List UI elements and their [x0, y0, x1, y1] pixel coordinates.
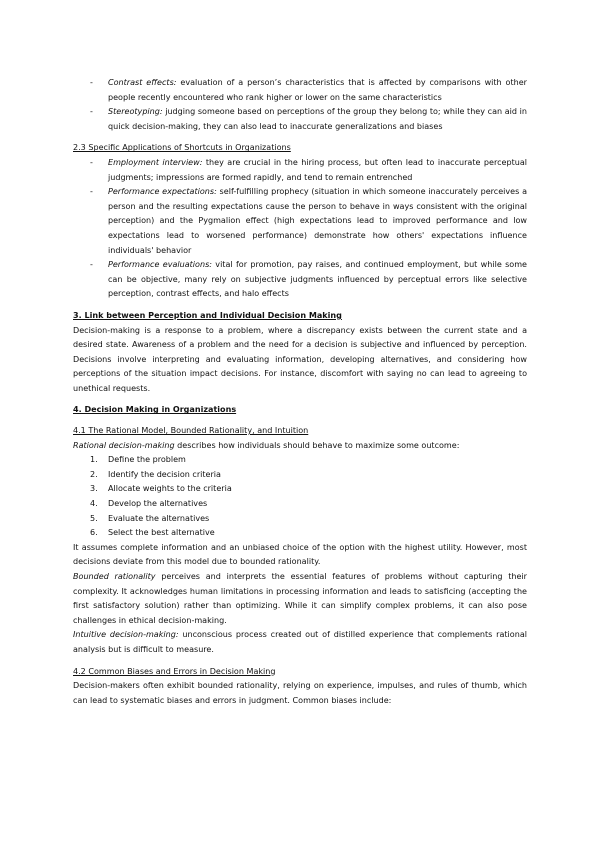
biases-intro-paragraph: Decision-makers often exhibit bounded rationality, relying on experience, impulses, and rules of thumb, which can lead to systematic biases and errors in judgment. Common biases include:	[73, 681, 527, 705]
list-item-step	[73, 468, 527, 483]
step-text: Select the best alternative	[108, 528, 215, 538]
document-page	[73, 76, 527, 708]
step-number: 3.	[90, 484, 98, 494]
term-definition: they are crucial in the hiring process, but often lead to inaccurate perceptual judgments; impressions are formed rapidly, and tend to remain entrenched	[108, 157, 528, 182]
term-definition: perceives and interprets the essential features of problems without capturing their complexity. It acknowledges human limitations in processing information and leads to satisficing (accepting the first satisfactory solution) rather than optimizing. While it can simplify complex problems, it can also pose challenges in ethical decision-making.	[73, 572, 527, 625]
intuitive-decision-paragraph	[73, 628, 527, 657]
step-text: Evaluate the alternatives	[108, 513, 210, 523]
term-label: Contrast effects:	[108, 78, 177, 87]
step-text: Identify the decision criteria	[108, 469, 221, 479]
term-definition: evaluation of a person’s characteristics that is affected by comparisons with other people recently encountered who rank higher or lower on the same characteristics	[108, 78, 527, 102]
step-number: 1.	[90, 455, 98, 465]
term-definition: vital for promotion, pay raises, and continued employment, but while some can be objective, many rely on subjective judgments influenced by perceptual errors like selective perception, contrast effects, and halo effects	[108, 260, 527, 299]
dash-bullet: -	[90, 78, 93, 87]
term-label: Employment interview:	[108, 157, 203, 167]
step-number: 6.	[90, 528, 98, 538]
subsection-heading-4-1: 4.1 The Rational Model, Bounded Rationality, and Intuition	[73, 426, 309, 436]
dash-bullet: -	[90, 187, 93, 197]
bounded-rationality-paragraph	[73, 570, 527, 628]
list-item-step	[73, 482, 527, 497]
subsection-heading-2-3: 2.3 Specific Applications of Shortcuts in Organizations	[73, 143, 291, 153]
list-item-employment-interview	[73, 156, 527, 185]
shortcut-applications-list	[73, 156, 527, 302]
term-label: Rational decision-making	[73, 440, 175, 450]
list-item-step	[73, 453, 527, 468]
term-label: Stereotyping:	[108, 107, 163, 117]
perceptual-shortcuts-list	[73, 76, 527, 134]
list-item-contrast-effects	[73, 76, 527, 105]
list-item-performance-evaluations	[73, 258, 527, 302]
term-label: Intuitive decision-making:	[73, 630, 179, 640]
dash-bullet: -	[90, 107, 93, 117]
list-item-step	[73, 526, 527, 541]
rational-model-intro	[73, 439, 527, 454]
section-3-paragraph: Decision-making is a response to a problem, where a discrepancy exists between the current state and a desired state. Awareness of a problem and the need for a decision is subjective and influenced by perception. Decisions involve interpreting and evaluating information, developing alternatives, and considering how perceptions of the situation impact decisions. For instance, discomfort with saying no can lead to agreeing to unethical requests.	[73, 325, 527, 393]
term-label: Bounded rationality	[73, 572, 156, 581]
step-number: 5.	[90, 513, 98, 523]
term-definition: judging someone based on perceptions of the group they belong to; while they can aid in quick decision-making, they can also lead to inaccurate generalizations and biases	[108, 107, 527, 131]
section-heading-3: 3. Link between Perception and Individual Decision Making	[73, 310, 342, 320]
step-text: Allocate weights to the criteria	[108, 484, 232, 494]
list-item-step	[73, 497, 527, 512]
subsection-heading-4-2: 4.2 Common Biases and Errors in Decision Making	[73, 666, 276, 676]
step-text: Develop the alternatives	[108, 499, 208, 509]
rational-model-assumption: It assumes complete information and an unbiased choice of the option with the highest utility. However, most decisions deviate from this model due to bounded rationality.	[73, 542, 527, 567]
list-item-performance-expectations	[73, 185, 527, 258]
list-item-step	[73, 512, 527, 527]
step-number: 4.	[90, 499, 98, 509]
rational-model-steps	[73, 453, 527, 541]
term-definition: unconscious process created out of distilled experience that complements rational analysis but is difficult to measure.	[73, 630, 527, 654]
step-number: 2.	[90, 469, 98, 479]
section-heading-4: 4. Decision Making in Organizations	[73, 405, 237, 415]
term-label: Performance expectations:	[108, 187, 217, 197]
term-label: Performance evaluations:	[108, 260, 212, 270]
dash-bullet: -	[90, 157, 93, 167]
step-text: Define the problem	[108, 455, 186, 465]
list-item-stereotyping	[73, 105, 527, 134]
term-definition: describes how individuals should behave to maximize some outcome:	[174, 440, 460, 450]
dash-bullet: -	[90, 260, 93, 270]
term-definition: self-fulfilling prophecy (situation in which someone inaccurately perceives a person and the resulting expectations cause the person to behave in ways consistent with the original perception) and the Pygmalion effect (high expectations lead to improved performance and low expectations lead to worsened performance) demonstrate how others' expectations influence individuals' behavior	[108, 187, 528, 255]
